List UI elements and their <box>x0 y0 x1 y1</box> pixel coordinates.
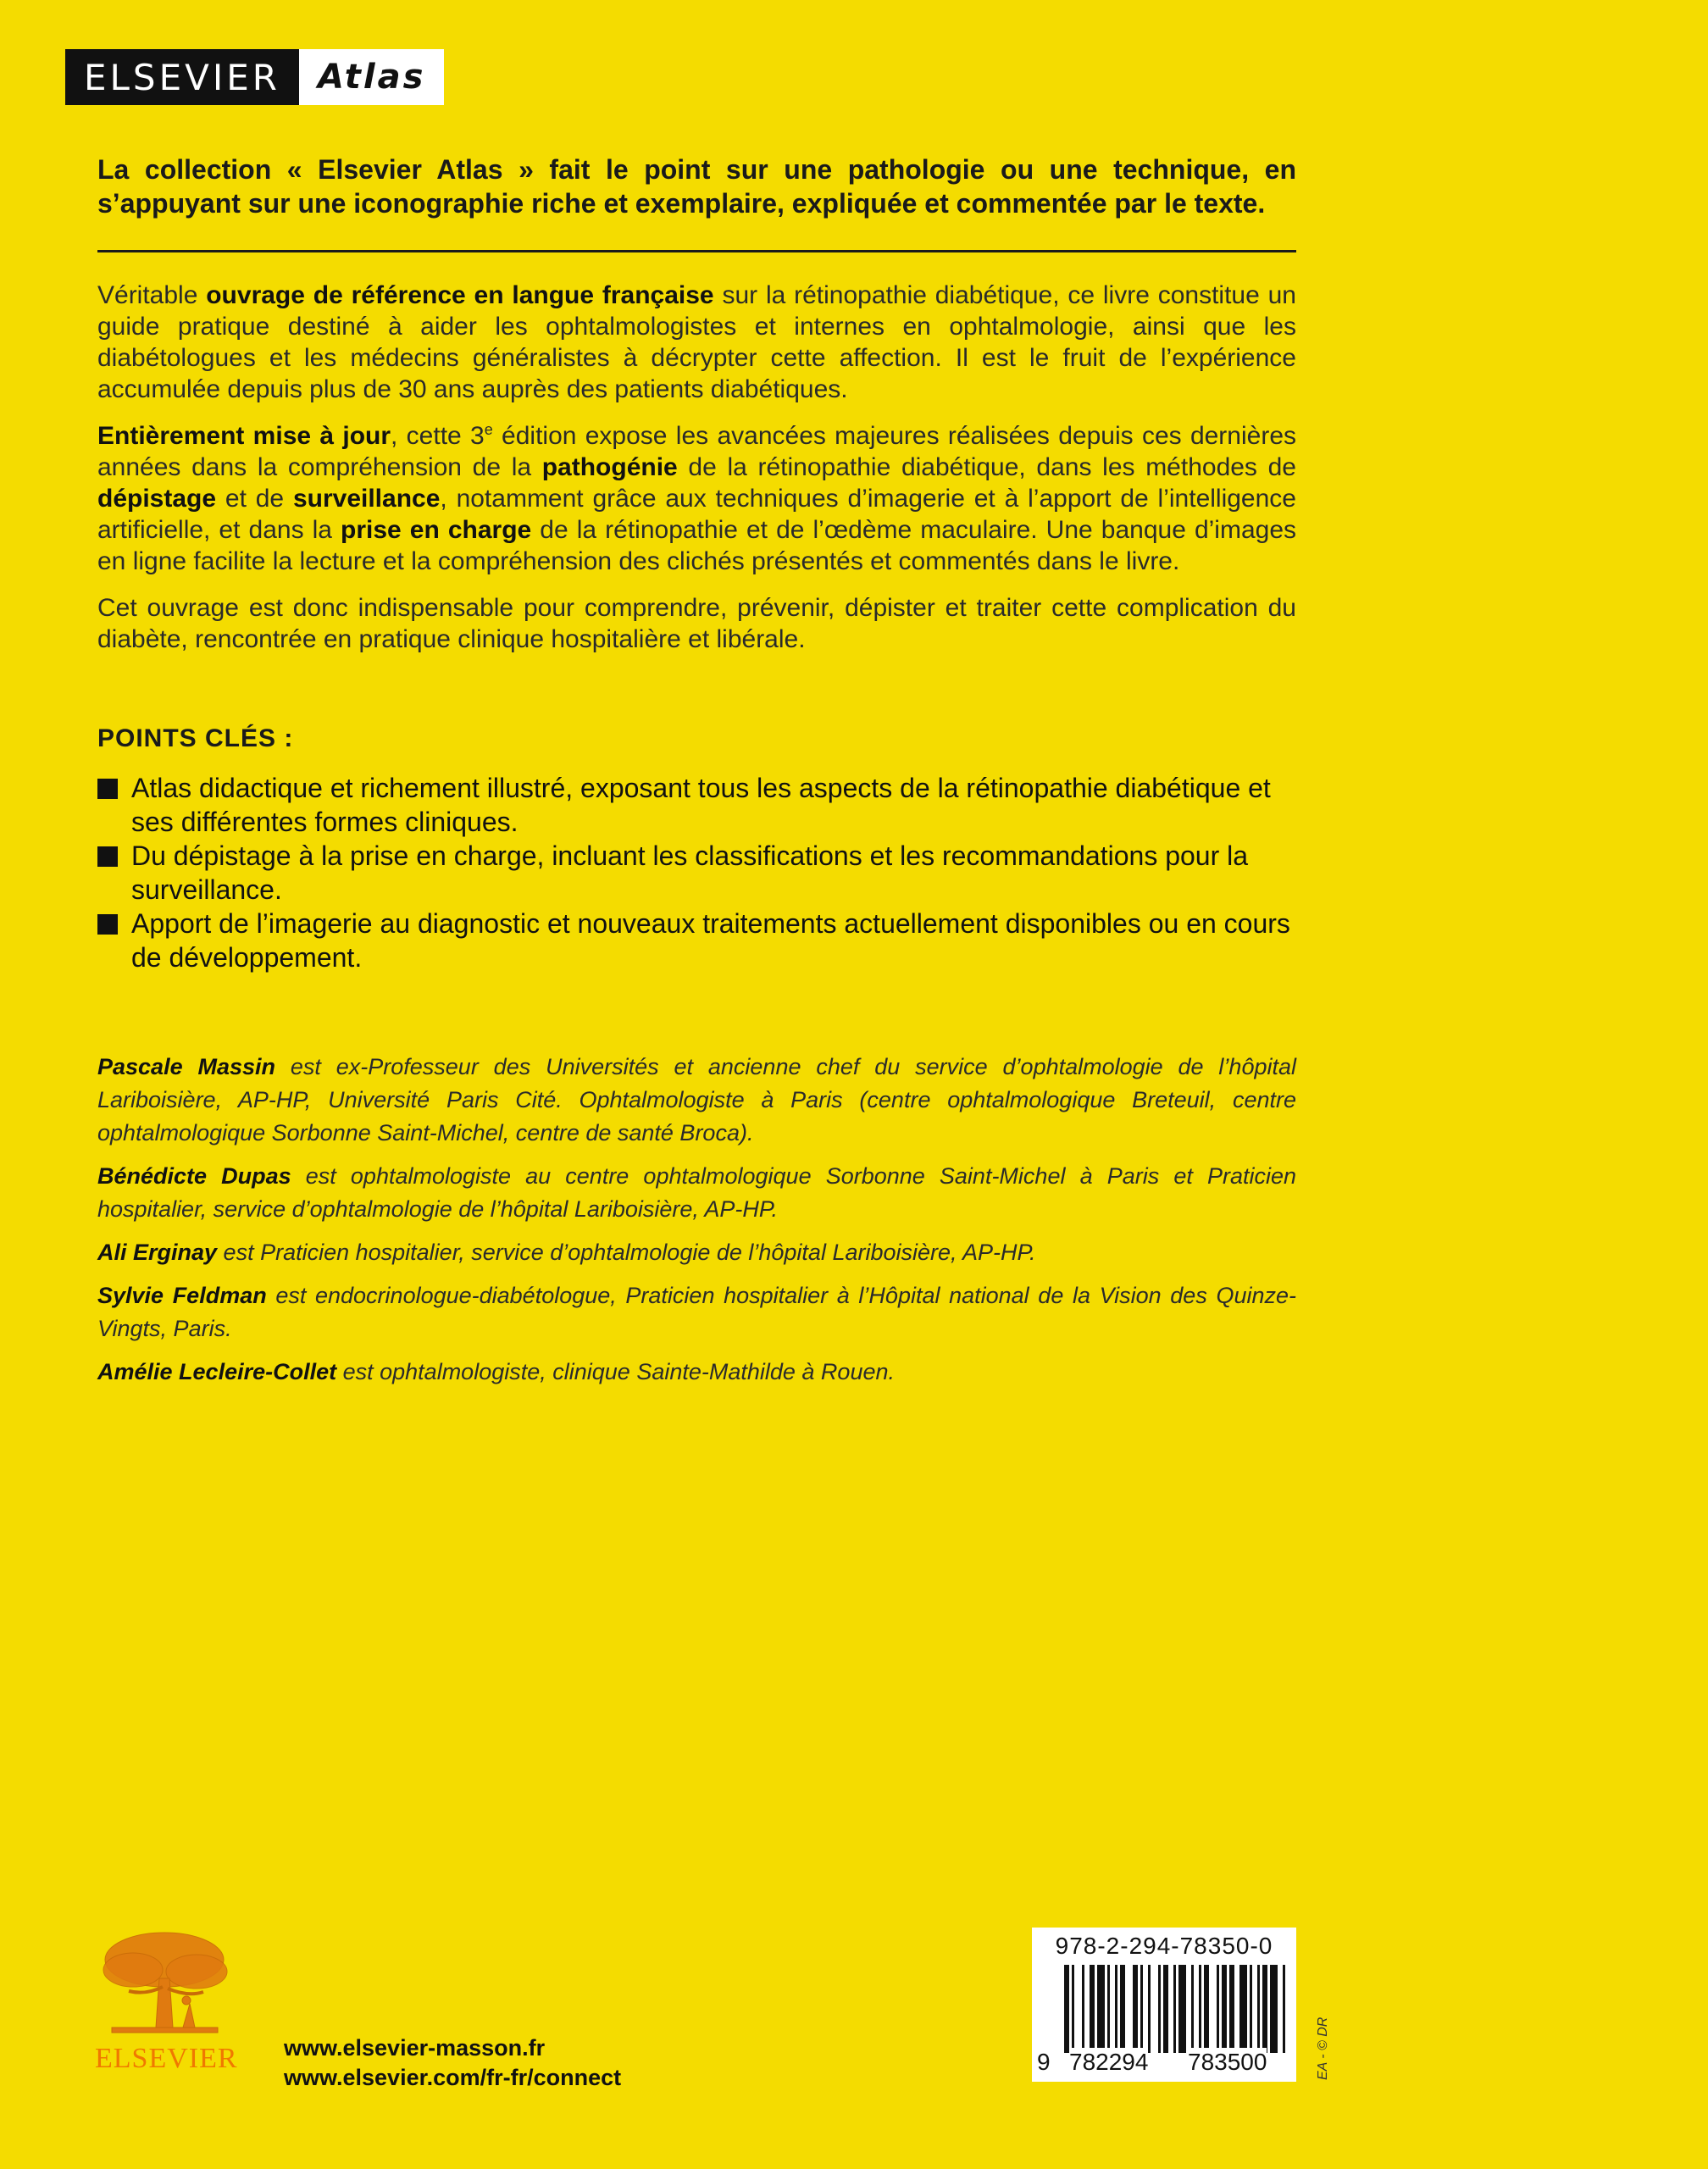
square-bullet-icon <box>97 914 118 935</box>
author-bio: Bénédicte Dupas est ophtalmologiste au centre ophtalmologique Sorbonne Saint-Michel à Paris et Praticien hospitalier, service d’ophtalmologie de l’hôpital Lariboisière, AP-HP. <box>97 1163 1296 1222</box>
barcode-bar <box>1097 1965 1105 2053</box>
elsevier-logo <box>95 1928 238 2075</box>
barcode-bar <box>1120 1965 1125 2053</box>
author-bio: Pascale Massin est ex-Professeur des Universités et ancienne chef du service d’ophtalmologie de l’hôpital Lariboisière, AP-HP, Université Paris Cité. Ophtalmologiste à Paris (centre ophtalmologique Breteuil, centre ophtalmologique Sorbonne Saint-Michel, centre de santé Broca). <box>97 1054 1296 1146</box>
author-bio: Sylvie Feldman est endocrinologue-diabétologue, Praticien hospitalier à l’Hôpital national de la Vision des Quinze-Vingts, Paris. <box>97 1283 1296 1341</box>
square-bullet-icon <box>97 846 118 867</box>
description-paragraph-3: Cet ouvrage est donc indispensable pour comprendre, prévenir, dépister et traiter cette complication du diabète, rencontrée en pratique clinique hospitalière et libérale. <box>97 594 1296 653</box>
list-item: Apport de l’imagerie au diagnostic et nouveaux traitements actuellement disponibles ou en cours de développement. <box>97 907 1296 974</box>
author-bio: Amélie Lecleire-Collet est ophtalmologiste, clinique Sainte-Mathilde à Rouen. <box>97 1359 895 1384</box>
barcode-bar <box>1090 1965 1095 2053</box>
barcode-bar <box>1257 1965 1260 2053</box>
tree-logo-icon <box>95 1928 235 2042</box>
square-bullet-icon <box>97 779 118 799</box>
barcode-bar <box>1262 1965 1267 2053</box>
url-link[interactable]: www.elsevier-masson.fr <box>284 2035 546 2061</box>
barcode-bar <box>1204 1965 1209 2053</box>
series-badge <box>65 49 444 105</box>
barcode-first-digit: 9 <box>1037 2049 1051 2075</box>
barcode-right-digits: 783500 <box>1188 2049 1267 2075</box>
barcode-bar <box>1107 1965 1110 2053</box>
description <box>97 280 1296 670</box>
isbn-label: 978-2-294-78350-0 <box>1055 1933 1273 1959</box>
barcode-bar <box>1064 1965 1069 2053</box>
publisher-label: ELSEVIER <box>65 49 299 105</box>
key-points-title: POINTS CLÉS : <box>97 724 294 752</box>
barcode-bar <box>1148 1965 1151 2053</box>
divider-rule <box>97 250 1296 252</box>
barcode-bar <box>1270 1965 1278 2053</box>
barcode-bar <box>1082 1965 1084 2053</box>
barcode-bar <box>1250 1965 1252 2053</box>
series-name: Atlas <box>299 49 444 105</box>
collection-intro: La collection « Elsevier Atlas » fait le point sur une pathologie ou une technique, en s’appuyant sur une iconographie riche et exemplaire, expliquée et commentée par le texte. <box>97 154 1296 219</box>
key-points-list <box>97 771 1296 974</box>
barcode-bar <box>1115 1965 1117 2053</box>
author-bio: Ali Erginay est Praticien hospitalier, service d’ophtalmologie de l’hôpital Lariboisière, AP-HP. <box>97 1240 1036 1265</box>
barcode-bar <box>1217 1965 1219 2053</box>
barcode-bar <box>1229 1965 1234 2053</box>
barcode-bar <box>1133 1965 1138 2053</box>
barcode-bar <box>1191 1965 1194 2053</box>
barcode-bar <box>1163 1965 1168 2053</box>
author-bios <box>97 1051 1296 1399</box>
barcode-bar <box>1158 1965 1161 2053</box>
barcode-bar <box>1072 1965 1074 2053</box>
barcode-bar <box>1199 1965 1201 2053</box>
description-paragraph-2: Entièrement mise à jour, cette 3e édition expose les avancées majeures réalisées depuis ces dernières années dans la compréhension de la pathogénie de la rétinopathie diabétique, dans les méthodes de dépistage et de surveillance, notamment grâce aux techniques d’imagerie et à l’apport de l’intelligence artificielle, et dans la prise en charge de la rétinopathie et de l’œdème maculaire. Une banque d’images en ligne facilite la lecture et la compréhension des clichés présentés et commentés dans le livre. <box>97 421 1297 575</box>
barcode-bar <box>1222 1965 1227 2053</box>
photo-credit: EA - © DR <box>1316 2016 1330 2080</box>
description-paragraph-1: Véritable ouvrage de référence en langue française sur la rétinopathie diabétique, ce livre constitue un guide pratique destiné à aider les ophtalmologistes et internes en ophtalmologie, ainsi que les diabétologues et les médecins généralistes à décrypter cette affection. Il est le fruit de l’expérience accumulée depuis plus de 30 ans auprès des patients diabétiques. <box>97 281 1296 403</box>
url-link[interactable]: www.elsevier.com/fr-fr/connect <box>284 2065 622 2090</box>
list-item: Du dépistage à la prise en charge, incluant les classifications et les recommandations pour la surveillance. <box>97 839 1296 907</box>
list-item: Atlas didactique et richement illustré, exposant tous les aspects de la rétinopathie diabétique et ses différentes formes cliniques. <box>97 771 1296 839</box>
barcode-bar <box>1178 1965 1186 2053</box>
barcode-bar <box>1239 1965 1247 2053</box>
barcode-bar <box>1283 1965 1285 2053</box>
barcode-bar <box>1140 1965 1143 2053</box>
barcode-bar <box>1173 1965 1176 2053</box>
isbn-barcode <box>1032 1928 1296 2082</box>
logo-wordmark: ELSEVIER <box>95 2043 238 2074</box>
publisher-urls <box>284 2033 621 2093</box>
barcode-left-digits: 782294 <box>1069 2049 1149 2075</box>
